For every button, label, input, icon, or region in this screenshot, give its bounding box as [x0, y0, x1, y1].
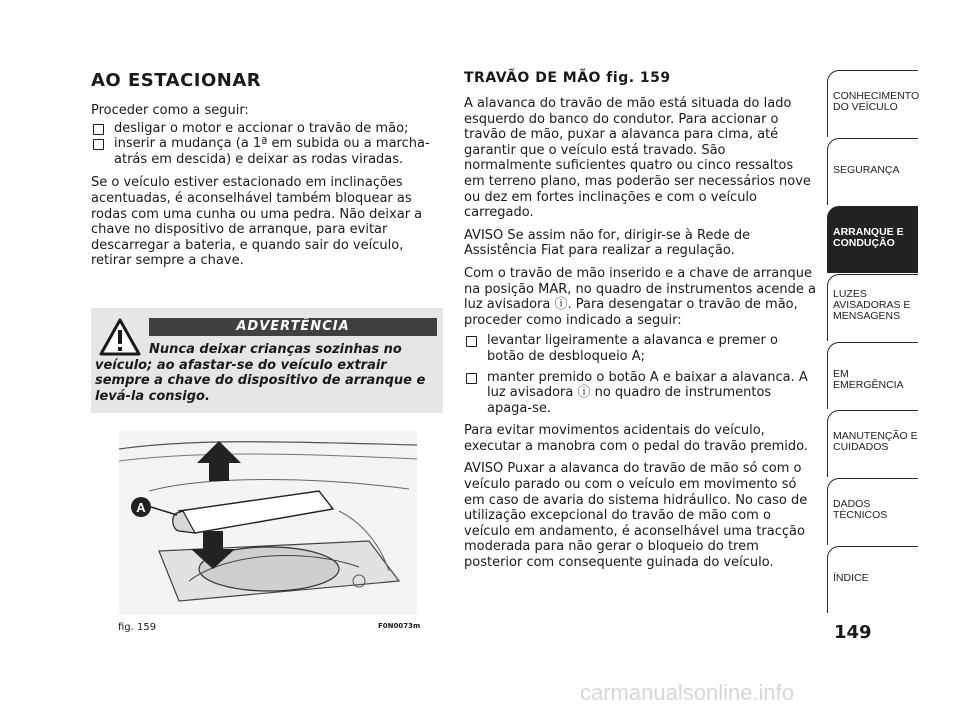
figure-label: A [136, 500, 146, 515]
figure-illustration [119, 431, 417, 615]
bullet-text: inserir a mudança (a 1ª em subida ou a marcha-atrás em descida) e deixar as rodas viradas. [114, 136, 430, 167]
tab-luzes[interactable]: LUZES AVISADORAS E MENSAGENS [827, 274, 918, 341]
body-paragraph: Se o veículo estiver estacionado em inclinações acentuadas, é aconselhável também bloquear as rodas com uma cunha ou uma pedra. Não deixar a chave no dispositivo de arranque, para evitar descarregar a bateria, e quando sair do veículo, retirar sempre a chave. [91, 175, 423, 269]
watermark: carmanualsonline.info [580, 680, 795, 705]
warning-text: Nunca deixar crianças sozinhas no veículo; ao afastar-se do veículo extrair sempre a chave do dispositivo de arranque e levá-la consigo. [95, 342, 426, 404]
section-heading: AO ESTACIONAR [91, 70, 262, 91]
body-paragraph: Com o travão de mão inserido e a chave de arranque na posição MAR, no quadro de instrumentos acende a luz avisadora ⓘ. Para desengatar o travão de mão, proceder como indicado a seguir: [464, 265, 816, 328]
bullet-text: manter premido o botão A e baixar a alavanca. A luz avisadora ⓘ no quadro de instrumentos apaga-se. [487, 369, 808, 416]
tab-manutencao[interactable]: MANUTENÇÃO E CUIDADOS [827, 410, 918, 477]
bullet-icon [466, 373, 477, 384]
bullet-icon [93, 124, 104, 135]
tab-indice[interactable]: ÍNDICE [827, 546, 918, 613]
body-paragraph: AVISO Se assim não for, dirigir-se à Rede de Assistência Fiat para realizar a regulação. [464, 227, 751, 259]
right-body [464, 96, 816, 571]
tab-dados[interactable]: DADOS TÉCNICOS [827, 478, 918, 545]
tab-emergencia[interactable]: EM EMERGÊNCIA [827, 342, 918, 409]
warning-title: ADVERTÊNCIA [149, 318, 437, 336]
page-number: 149 [834, 622, 872, 643]
body-paragraph: Para evitar movimentos acidentais do veículo, executar a manobra com o pedal do travão premido. [464, 423, 808, 454]
figure-code: F0N0073m [378, 622, 421, 630]
warning-box [91, 308, 443, 413]
bullet-text: levantar ligeiramente a alavanca e premer o botão de desbloqueio A; [487, 333, 778, 364]
bullet-icon [466, 336, 477, 347]
tab-conhecimento[interactable]: CONHECIMENTO DO VEÍCULO [827, 70, 918, 137]
list-item [464, 333, 816, 364]
bullet-icon [93, 139, 104, 150]
left-body [91, 103, 446, 269]
right-heading: TRAVÃO DE MÃO fig. 159 [464, 70, 671, 86]
figure-caption: fig. 159 [118, 622, 157, 633]
list-item [91, 121, 446, 137]
tab-arranque[interactable]: ARRANQUE E CONDUÇÃO [827, 206, 918, 273]
tab-seguranca[interactable]: SEGURANÇA [827, 138, 918, 205]
list-item [91, 136, 446, 167]
body-paragraph: AVISO Puxar a alavanca do travão de mão só com o veículo parado ou com o veículo em movimento só em caso de avaria do sistema hidráulico. No caso de utilização excepcional do travão de mão com o veículo em andamento, é aconselhável uma tracção moderada para não gerar o bloqueio do trem posterior com consequente guinada do veículo. [464, 461, 808, 571]
list-item [464, 370, 816, 417]
intro-text: Proceder como a seguir: [91, 103, 249, 118]
body-paragraph: A alavanca do travão de mão está situada do lado esquerdo do banco do condutor. Para accionar o travão de mão, puxar a alavanca para cima, até garantir que o veículo está travado. São normalmente suficientes quatro ou cinco ressaltos em terreno plano, mas poderão ser necessários nove ou dez em fortes inclinações e com o veículo carregado. [464, 96, 811, 221]
bullet-text: desligar o motor e accionar o travão de mão; [114, 120, 409, 136]
